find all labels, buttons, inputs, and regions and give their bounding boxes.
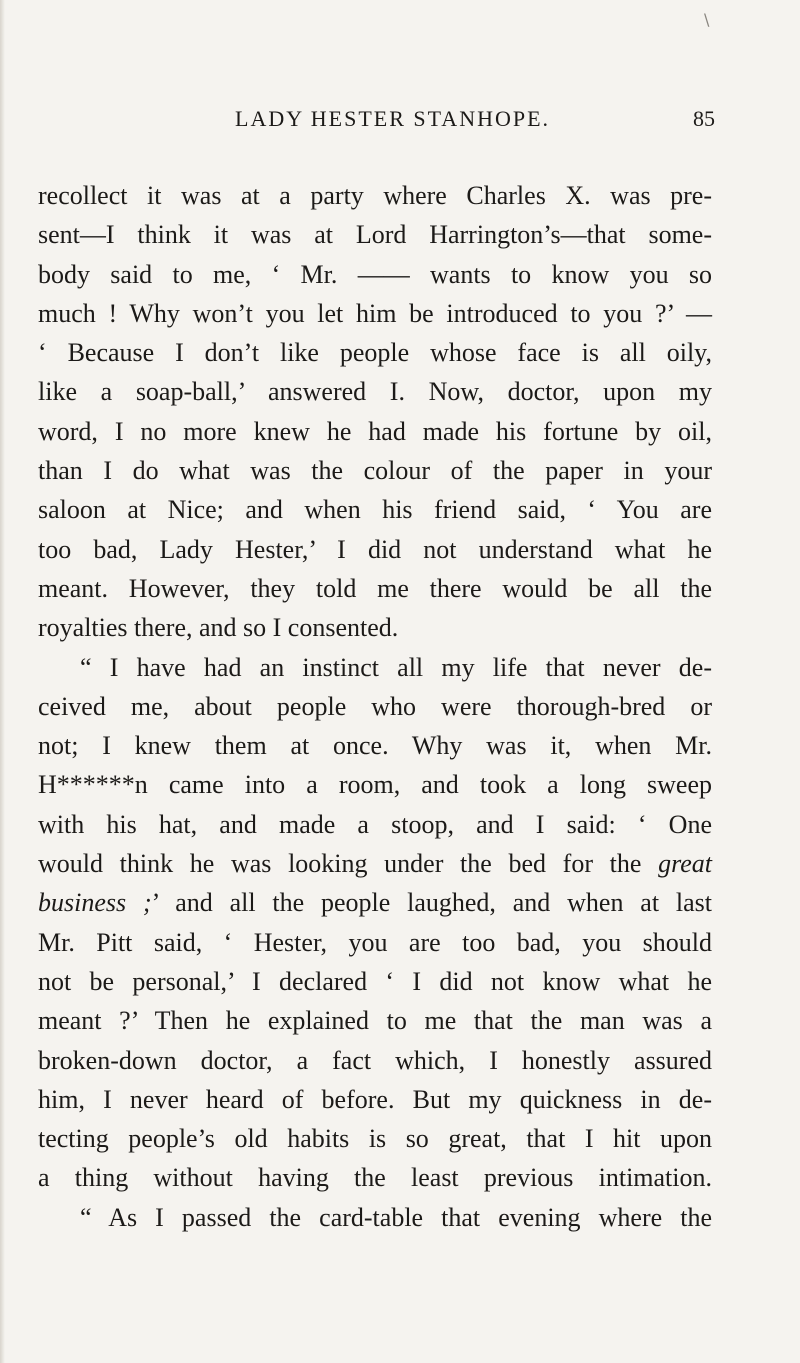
text-line: not; I knew them at once. Why was it, when Mr. [38, 731, 712, 761]
text-line: like a soap-ball,’ answered I. Now, doctor, upon my [38, 377, 712, 407]
text-line: Mr. Pitt said, ‘ Hester, you are too bad, you should [38, 927, 712, 957]
text-line: saloon at Nice; and when his friend said, ‘ You are [38, 495, 712, 525]
running-title: LADY HESTER STANHOPE. [235, 106, 551, 131]
text-line: business ;’ and all the people laughed, and when at last [38, 888, 713, 918]
text-line: body said to me, ‘ Mr. —— wants to know you so [38, 259, 712, 289]
text-line: sent—I think it was at Lord Harrington’s—that some- [38, 220, 712, 250]
text-line: ceived me, about people who were thorough-bred or [38, 691, 712, 721]
text-line: broken-down doctor, a fact which, I honestly assured [38, 1045, 712, 1075]
page-number: 85 [693, 106, 715, 131]
italic-word: great [658, 849, 713, 879]
text-line: recollect it was at a party where Charles X. was pre- [38, 181, 712, 210]
page-left-edge [0, 0, 5, 1363]
text-line: not be personal,’ I declared ‘ I did not know what he [38, 966, 712, 996]
corner-mark: \ [704, 10, 710, 29]
text-line: ‘ Because I don’t like people whose face is all oily, [38, 338, 712, 368]
text-line: meant. However, they told me there would be all the [38, 573, 712, 603]
text-line: would think he was looking under the bed for the great [38, 849, 713, 879]
text-line: meant ?’ Then he explained to me that the man was a [38, 1006, 712, 1036]
text-line: than I do what was the colour of the paper in your [38, 456, 712, 486]
text-line: with his hat, and made a stoop, and I said: ‘ One [38, 809, 712, 839]
paragraph-end-line: royalties there, and so I consented. [38, 613, 399, 643]
text-line: him, I never heard of before. But my quickness in de- [38, 1084, 712, 1114]
text-line: word, I no more knew he had made his fortune by oil, [38, 416, 712, 446]
text-line: much ! Why won’t you let him be introduced to you ?’ — [38, 298, 712, 328]
text-line: H******n came into a room, and took a long sweep [38, 770, 712, 800]
paragraph-start-line: “ I have had an instinct all my life that never de- [80, 652, 712, 682]
paragraph-start-line: “ As I passed the card-table that evening where the [80, 1202, 712, 1232]
text-line: too bad, Lady Hester,’ I did not understand what he [38, 534, 712, 564]
text-line: tecting people’s old habits is so great, that I hit upon [38, 1124, 712, 1154]
running-header [235, 102, 715, 136]
text-line: a thing without having the least previous intimation. [38, 1163, 712, 1193]
body-text [38, 176, 712, 1237]
italic-word: business ; [38, 888, 152, 918]
